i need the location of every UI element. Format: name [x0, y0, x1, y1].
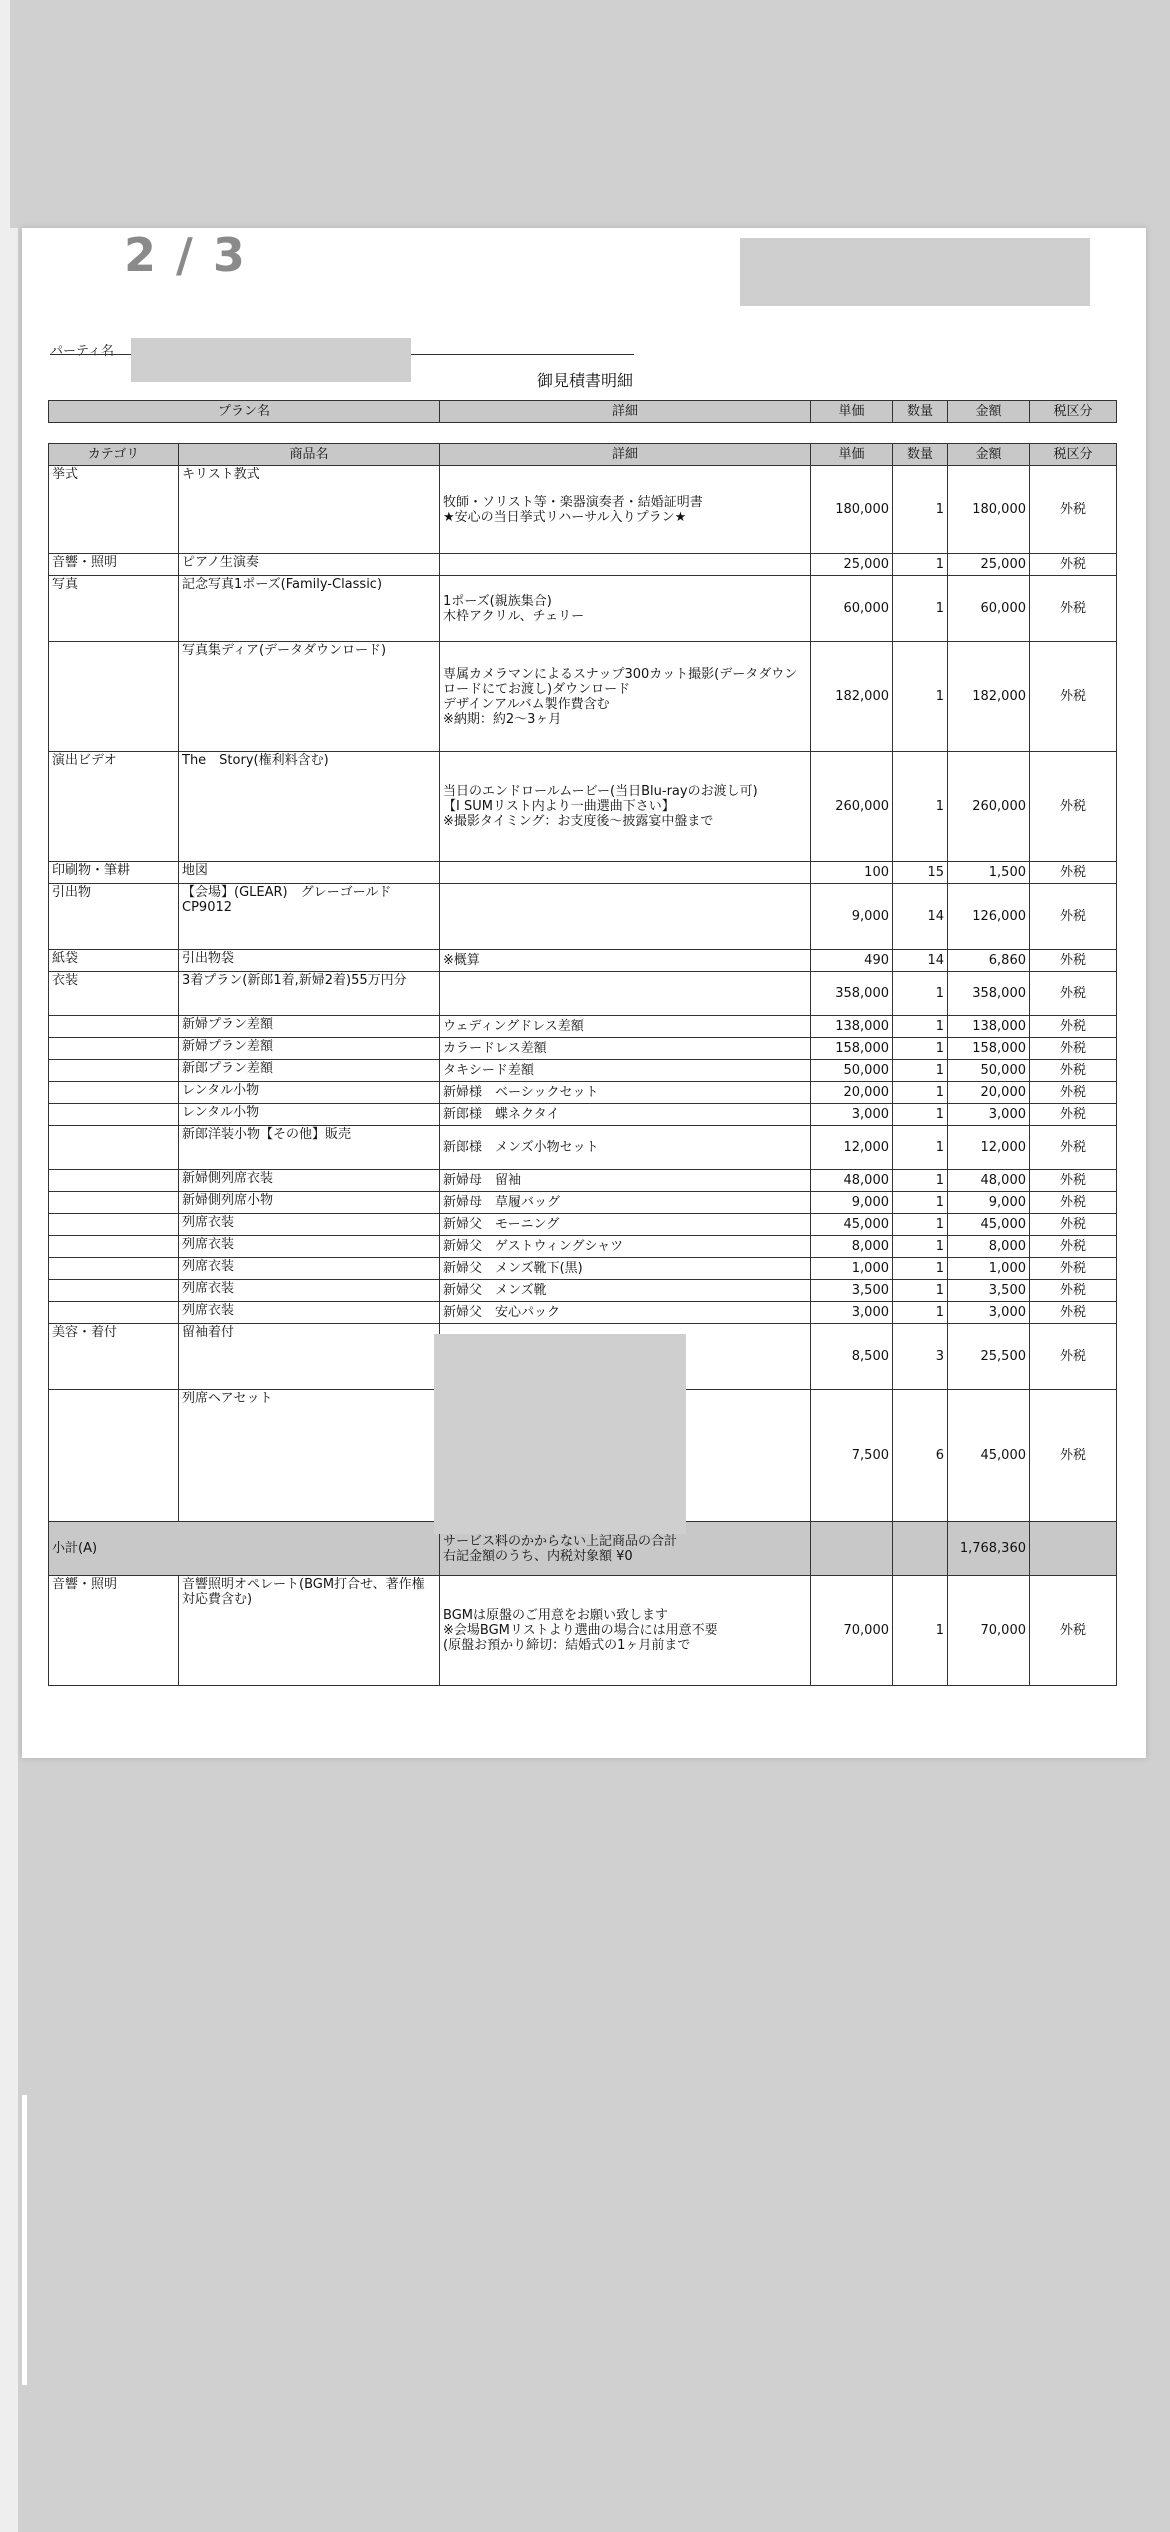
subtotal-unit-cell — [811, 1522, 893, 1576]
detail-line: 新婦母 草履バッグ — [443, 1195, 561, 1210]
quantity-header: 数量 — [893, 444, 948, 466]
detail-line: BGMは原盤のご用意をお願い致します — [443, 1608, 668, 1623]
detail-line: ※納期：約2～3ヶ月 — [443, 711, 562, 727]
amount-cell: 45,000 — [948, 1214, 1030, 1236]
category-cell — [49, 1126, 179, 1170]
amount-cell: 48,000 — [948, 1170, 1030, 1192]
category-cell — [49, 1302, 179, 1324]
unit-price-cell: 180,000 — [811, 466, 893, 554]
detail-cell — [440, 1060, 811, 1082]
unit-price-cell: 8,500 — [811, 1324, 893, 1390]
table-row — [49, 1280, 1117, 1302]
unit-price-cell: 158,000 — [811, 1038, 893, 1060]
tax-cell: 外税 — [1030, 554, 1117, 576]
table-row — [49, 1016, 1117, 1038]
tax-cell: 外税 — [1030, 642, 1117, 752]
product-cell: 3着プラン(新郎1着,新婦2着)55万円分 — [179, 972, 440, 1016]
category-cell — [49, 1104, 179, 1126]
tax-cell: 外税 — [1030, 884, 1117, 950]
left-edge-line — [22, 2095, 27, 2385]
tax-cell: 外税 — [1030, 1192, 1117, 1214]
unit-price-cell: 48,000 — [811, 1170, 893, 1192]
subtotal-tax-cell — [1030, 1522, 1117, 1576]
quantity-cell: 1 — [893, 1126, 948, 1170]
category-cell: 美容・着付 — [49, 1324, 179, 1390]
product-cell: 列席衣装 — [179, 1302, 440, 1324]
category-cell — [49, 1082, 179, 1104]
amount-cell: 126,000 — [948, 884, 1030, 950]
amount-cell: 3,000 — [948, 1302, 1030, 1324]
detail-line: 新郎様 蝶ネクタイ — [443, 1107, 560, 1122]
detail-line: (原盤お預かり締切：結婚式の1ヶ月前まで — [443, 1638, 691, 1653]
detail-line: 1ポーズ(親族集合) — [443, 593, 552, 609]
unit-price-cell: 50,000 — [811, 1060, 893, 1082]
detail-line: カラードレス差額 — [443, 1041, 547, 1056]
unit-price-cell: 20,000 — [811, 1082, 893, 1104]
table-row — [49, 1236, 1117, 1258]
detail-line: ★安心の当日挙式リハーサル入りプラン★ — [443, 509, 687, 525]
category-cell — [49, 1236, 179, 1258]
tax-cell: 外税 — [1030, 1302, 1117, 1324]
detail-line: 新婦父 安心パック — [443, 1305, 561, 1320]
unit-price-cell: 60,000 — [811, 576, 893, 642]
quantity-cell: 1 — [893, 1170, 948, 1192]
detail-cell — [440, 1082, 811, 1104]
plan-header-table — [48, 400, 1117, 423]
amount-cell: 182,000 — [948, 642, 1030, 752]
tax-cell: 外税 — [1030, 1236, 1117, 1258]
quantity-cell: 1 — [893, 466, 948, 554]
tax-cell: 外税 — [1030, 1170, 1117, 1192]
amount-cell: 180,000 — [948, 466, 1030, 554]
tax-cell: 外税 — [1030, 1258, 1117, 1280]
unit-price-cell: 490 — [811, 950, 893, 972]
product-cell: 新郎プラン差額 — [179, 1060, 440, 1082]
detail-cell — [440, 466, 811, 554]
product-cell: レンタル小物 — [179, 1082, 440, 1104]
redaction-block — [740, 238, 1090, 306]
quantity-cell: 14 — [893, 884, 948, 950]
amount-cell: 70,000 — [948, 1576, 1030, 1686]
category-cell: 音響・照明 — [49, 1576, 179, 1686]
detail-cell — [440, 1126, 811, 1170]
amount-cell: 3,000 — [948, 1104, 1030, 1126]
category-cell: 紙袋 — [49, 950, 179, 972]
product-cell: 新婦プラン差額 — [179, 1038, 440, 1060]
amount-cell: 8,000 — [948, 1236, 1030, 1258]
detail-cell — [440, 1302, 811, 1324]
unit-price-cell: 9,000 — [811, 884, 893, 950]
detail-line: 【I SUMリスト内より一曲選曲下さい】 — [443, 799, 675, 814]
detail-line: ※撮影タイミング：お支度後～披露宴中盤まで — [443, 814, 714, 829]
table-row — [49, 1082, 1117, 1104]
detail-cell — [440, 1258, 811, 1280]
quantity-cell: 1 — [893, 1060, 948, 1082]
detail-redaction — [434, 1334, 686, 1534]
product-cell: The Story(権利料含む) — [179, 752, 440, 862]
detail-line: ※会場BGMリストより選曲の場合には用意不要 — [443, 1623, 718, 1638]
tax-cell: 外税 — [1030, 1214, 1117, 1236]
tax-cell: 外税 — [1030, 1390, 1117, 1522]
tax-cell: 外税 — [1030, 1104, 1117, 1126]
detail-line: 新婦父 ゲストウィングシャツ — [443, 1239, 624, 1254]
party-name-label: パーティ名 — [50, 344, 114, 359]
category-cell: 音響・照明 — [49, 554, 179, 576]
product-cell: 列席衣装 — [179, 1258, 440, 1280]
table-row — [49, 1126, 1117, 1170]
detail-cell — [440, 642, 811, 752]
detail-line: 新婦母 留袖 — [443, 1173, 522, 1188]
top-gray-area — [10, 0, 1170, 228]
tax-cell: 外税 — [1030, 950, 1117, 972]
unit-price-cell: 3,000 — [811, 1104, 893, 1126]
product-cell: 記念写真1ポーズ(Family-Classic) — [179, 576, 440, 642]
tax-cell: 外税 — [1030, 862, 1117, 884]
detail-line: 木枠アクリル、チェリー — [443, 608, 585, 624]
product-cell: 新婦プラン差額 — [179, 1016, 440, 1038]
detail-cell — [440, 1016, 811, 1038]
category-cell: 衣装 — [49, 972, 179, 1016]
detail-cell — [440, 972, 811, 1016]
category-cell — [49, 1390, 179, 1522]
unit-price-cell: 9,000 — [811, 1192, 893, 1214]
unit-price-cell: 45,000 — [811, 1214, 893, 1236]
quantity-cell: 1 — [893, 972, 948, 1016]
quantity-cell: 1 — [893, 1104, 948, 1126]
detail-line: ロードにてお渡し)ダウンロード — [443, 681, 631, 697]
quantity-cell: 1 — [893, 1302, 948, 1324]
tax-cell: 外税 — [1030, 1082, 1117, 1104]
product-cell: 列席衣装 — [179, 1214, 440, 1236]
plan-name-header: プラン名 — [49, 401, 440, 423]
plan-qty-header: 数量 — [893, 401, 948, 423]
table-row — [49, 1104, 1117, 1126]
detail-header: 詳細 — [440, 444, 811, 466]
plan-amount-header: 金額 — [948, 401, 1030, 423]
page-indicator: 2 / 3 — [124, 228, 247, 282]
table-row — [49, 1060, 1117, 1082]
subtotal-qty-cell — [893, 1522, 948, 1576]
quantity-cell: 1 — [893, 642, 948, 752]
plan-unit-header: 単価 — [811, 401, 893, 423]
unit-price-cell: 3,000 — [811, 1302, 893, 1324]
product-cell: 新婦側列席衣装 — [179, 1170, 440, 1192]
category-cell: 写真 — [49, 576, 179, 642]
tax-cell: 外税 — [1030, 1038, 1117, 1060]
document-title: 御見積書明細 — [536, 371, 633, 390]
detail-line: 専属カメラマンによるスナップ300カット撮影(データダウン — [443, 666, 798, 682]
product-cell: 列席衣装 — [179, 1280, 440, 1302]
quantity-cell: 1 — [893, 1214, 948, 1236]
detail-line: 新郎様 メンズ小物セット — [443, 1140, 599, 1155]
table-row — [49, 576, 1117, 642]
amount-cell: 9,000 — [948, 1192, 1030, 1214]
amount-cell: 3,500 — [948, 1280, 1030, 1302]
unit-price-cell: 70,000 — [811, 1576, 893, 1686]
table-row — [49, 862, 1117, 884]
quantity-cell: 3 — [893, 1324, 948, 1390]
detail-cell — [440, 1170, 811, 1192]
table-row — [49, 466, 1117, 554]
quantity-cell: 1 — [893, 576, 948, 642]
detail-cell — [440, 554, 811, 576]
unit-price-cell: 358,000 — [811, 972, 893, 1016]
tax-cell: 外税 — [1030, 1060, 1117, 1082]
quantity-cell: 1 — [893, 1038, 948, 1060]
quantity-cell: 1 — [893, 1192, 948, 1214]
tax-cell: 外税 — [1030, 972, 1117, 1016]
table-row — [49, 554, 1117, 576]
plan-detail-header: 詳細 — [440, 401, 811, 423]
detail-cell — [440, 1280, 811, 1302]
product-cell: 地図 — [179, 862, 440, 884]
table-row — [49, 1576, 1117, 1686]
tax-cell: 外税 — [1030, 1280, 1117, 1302]
category-cell — [49, 1038, 179, 1060]
category-cell — [49, 1280, 179, 1302]
unit-price-cell: 138,000 — [811, 1016, 893, 1038]
detail-line: サービス料のかからない上記商品の合計 — [443, 1533, 678, 1549]
category-cell: 演出ビデオ — [49, 752, 179, 862]
product-cell: 引出物袋 — [179, 950, 440, 972]
product-cell: 新婦側列席小物 — [179, 1192, 440, 1214]
detail-line: 新婦様 ベーシックセット — [443, 1085, 599, 1100]
product-cell: 【会場】(GLEAR) グレーゴールド CP9012 — [179, 884, 440, 950]
unit-price-cell: 12,000 — [811, 1126, 893, 1170]
amount-header: 金額 — [948, 444, 1030, 466]
detail-cell — [440, 1192, 811, 1214]
unit-price-cell: 3,500 — [811, 1280, 893, 1302]
detail-line: 右記金額のうち、内税対象額 ¥0 — [443, 1548, 633, 1564]
quantity-cell: 6 — [893, 1390, 948, 1522]
amount-cell: 12,000 — [948, 1126, 1030, 1170]
table-row — [49, 1258, 1117, 1280]
unit-price-cell: 7,500 — [811, 1390, 893, 1522]
tax-cell: 外税 — [1030, 1576, 1117, 1686]
amount-cell: 1,000 — [948, 1258, 1030, 1280]
tax-cell: 外税 — [1030, 1016, 1117, 1038]
quantity-cell: 1 — [893, 554, 948, 576]
table-row — [49, 972, 1117, 1016]
table-row — [49, 642, 1117, 752]
category-cell: 引出物 — [49, 884, 179, 950]
quantity-cell: 15 — [893, 862, 948, 884]
amount-cell: 138,000 — [948, 1016, 1030, 1038]
product-cell: 新郎洋装小物【その他】販売 — [179, 1126, 440, 1170]
product-cell: 列席ヘアセット — [179, 1390, 440, 1522]
table-row — [49, 884, 1117, 950]
detail-line: ウェディングドレス差額 — [443, 1019, 584, 1034]
quantity-cell: 1 — [893, 1258, 948, 1280]
amount-cell: 6,860 — [948, 950, 1030, 972]
tax-header: 税区分 — [1030, 444, 1117, 466]
product-header: 商品名 — [179, 444, 440, 466]
amount-cell: 60,000 — [948, 576, 1030, 642]
category-cell — [49, 642, 179, 752]
detail-line: 新婦父 メンズ靴 — [443, 1283, 547, 1298]
detail-cell — [440, 884, 811, 950]
quantity-cell: 1 — [893, 1082, 948, 1104]
bottom-gray-area — [18, 1768, 1170, 2532]
unit-price-cell: 100 — [811, 862, 893, 884]
quantity-cell: 14 — [893, 950, 948, 972]
detail-cell — [440, 1576, 811, 1686]
amount-cell: 25,500 — [948, 1324, 1030, 1390]
detail-cell — [440, 1104, 811, 1126]
category-cell: 挙式 — [49, 466, 179, 554]
table-row — [49, 1192, 1117, 1214]
amount-cell: 45,000 — [948, 1390, 1030, 1522]
amount-cell: 50,000 — [948, 1060, 1030, 1082]
category-cell: 印刷物・筆耕 — [49, 862, 179, 884]
product-cell: 写真集ディア(データダウンロード) — [179, 642, 440, 752]
table-row — [49, 1170, 1117, 1192]
category-cell — [49, 1060, 179, 1082]
amount-cell: 260,000 — [948, 752, 1030, 862]
plan-tax-header: 税区分 — [1030, 401, 1117, 423]
table-row — [49, 1214, 1117, 1236]
category-cell — [49, 1016, 179, 1038]
detail-line: デザインアルバム製作費含む — [443, 696, 610, 712]
detail-line: 新婦父 メンズ靴下(黒) — [443, 1261, 583, 1276]
detail-cell — [440, 862, 811, 884]
quantity-cell: 1 — [893, 1576, 948, 1686]
product-cell: 列席衣装 — [179, 1236, 440, 1258]
unit-price-header: 単価 — [811, 444, 893, 466]
detail-line: 牧師・ソリスト等・楽器演奏者・結婚証明書 — [443, 494, 703, 510]
tax-cell: 外税 — [1030, 1126, 1117, 1170]
category-header: カテゴリ — [49, 444, 179, 466]
tax-cell: 外税 — [1030, 1324, 1117, 1390]
detail-cell — [440, 1214, 811, 1236]
category-cell — [49, 1258, 179, 1280]
unit-price-cell: 8,000 — [811, 1236, 893, 1258]
tax-cell: 外税 — [1030, 576, 1117, 642]
detail-cell — [440, 1038, 811, 1060]
subtotal-label: 小計(A) — [49, 1522, 440, 1576]
tax-cell: 外税 — [1030, 466, 1117, 554]
subtotal-amount: 1,768,360 — [948, 1522, 1030, 1576]
unit-price-cell: 182,000 — [811, 642, 893, 752]
unit-price-cell: 1,000 — [811, 1258, 893, 1280]
amount-cell: 20,000 — [948, 1082, 1030, 1104]
amount-cell: 158,000 — [948, 1038, 1030, 1060]
quantity-cell: 1 — [893, 1016, 948, 1038]
quantity-cell: 1 — [893, 1280, 948, 1302]
amount-cell: 1,500 — [948, 862, 1030, 884]
detail-cell — [440, 576, 811, 642]
quantity-cell: 1 — [893, 1236, 948, 1258]
quantity-cell: 1 — [893, 752, 948, 862]
amount-cell: 358,000 — [948, 972, 1030, 1016]
detail-cell — [440, 950, 811, 972]
category-cell — [49, 1170, 179, 1192]
detail-line: 当日のエンドロールムービー(当日Blu-rayのお渡し可) — [443, 784, 758, 799]
detail-line: タキシード差額 — [443, 1063, 534, 1078]
detail-line: 新婦父 モーニング — [443, 1217, 560, 1232]
detail-cell — [440, 1236, 811, 1258]
unit-price-cell: 260,000 — [811, 752, 893, 862]
detail-cell — [440, 752, 811, 862]
table-row — [49, 752, 1117, 862]
amount-cell: 25,000 — [948, 554, 1030, 576]
product-cell: レンタル小物 — [179, 1104, 440, 1126]
category-cell — [49, 1214, 179, 1236]
table-row — [49, 1302, 1117, 1324]
product-cell: 留袖着付 — [179, 1324, 440, 1390]
tax-cell: 外税 — [1030, 752, 1117, 862]
table-row — [49, 1038, 1117, 1060]
product-cell: 音響照明オペレート(BGM打合せ、著作権対応費含む) — [179, 1576, 440, 1686]
product-cell: ピアノ生演奏 — [179, 554, 440, 576]
category-cell — [49, 1192, 179, 1214]
table-row — [49, 950, 1117, 972]
unit-price-cell: 25,000 — [811, 554, 893, 576]
detail-line: ※概算 — [443, 953, 480, 968]
product-cell: キリスト教式 — [179, 466, 440, 554]
